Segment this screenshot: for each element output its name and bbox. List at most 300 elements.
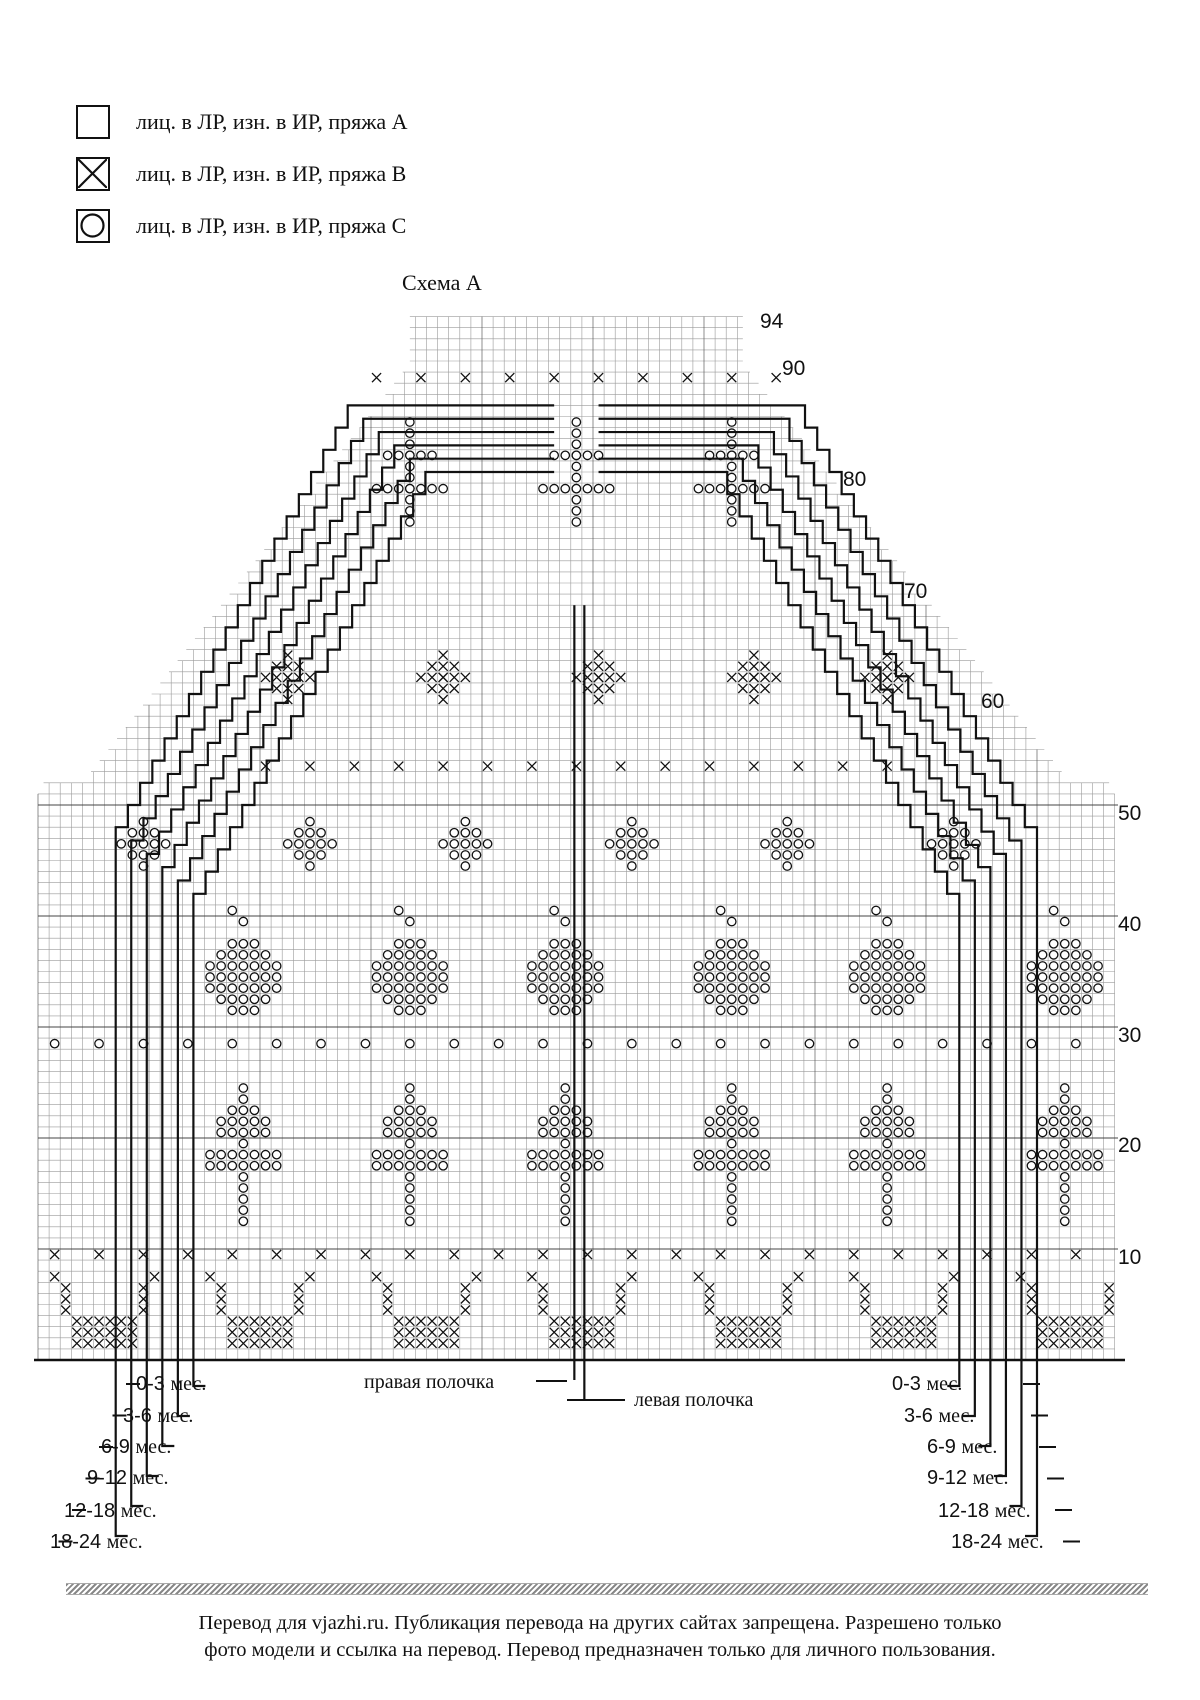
yarn-c-stitch — [750, 973, 758, 981]
yarn-c-stitch — [406, 1084, 414, 1092]
yarn-c-stitch — [716, 973, 724, 981]
yarn-b-stitch — [294, 1306, 303, 1315]
yarn-c-stitch — [728, 429, 736, 437]
yarn-c-stitch — [905, 1117, 913, 1125]
yarn-b-stitch — [1105, 1306, 1114, 1315]
yarn-c-stitch — [728, 484, 736, 492]
yarn-c-stitch — [417, 1117, 425, 1125]
yarn-c-stitch — [905, 962, 913, 970]
yarn-b-stitch — [594, 662, 603, 671]
yarn-c-stitch — [739, 1150, 747, 1158]
yarn-b-stitch — [738, 1339, 747, 1348]
yarn-b-stitch — [883, 1317, 892, 1326]
yarn-b-stitch — [860, 1306, 869, 1315]
yarn-c-stitch — [750, 962, 758, 970]
yarn-b-stitch — [905, 1339, 914, 1348]
left-size-9-12 — [87, 1467, 169, 1490]
yarn-b-stitch — [716, 1339, 725, 1348]
yarn-c-stitch — [206, 1162, 214, 1170]
yarn-c-stitch — [750, 1128, 758, 1136]
yarn-b-stitch — [272, 1339, 281, 1348]
yarn-b-stitch — [605, 673, 614, 682]
yarn-c-stitch — [883, 1084, 891, 1092]
yarn-c-stitch — [395, 484, 403, 492]
yarn-c-stitch — [117, 840, 125, 848]
yarn-b-stitch — [783, 1294, 792, 1303]
yarn-b-stitch — [272, 1317, 281, 1326]
yarn-c-stitch — [206, 1150, 214, 1158]
yarn-b-stitch — [572, 673, 581, 682]
yarn-c-stitch — [739, 995, 747, 1003]
yarn-b-stitch — [450, 684, 459, 693]
yarn-b-stitch — [594, 695, 603, 704]
yarn-b-stitch — [1027, 1250, 1036, 1259]
yarn-c-stitch — [217, 1150, 225, 1158]
size-value: 6-9 — [101, 1436, 130, 1458]
yarn-b-stitch — [450, 1339, 459, 1348]
yarn-c-stitch — [317, 1039, 325, 1047]
yarn-c-stitch — [1049, 951, 1057, 959]
yarn-c-stitch — [883, 984, 891, 992]
yarn-c-stitch — [761, 840, 769, 848]
yarn-c-stitch — [395, 940, 403, 948]
yarn-c-stitch — [716, 984, 724, 992]
yarn-c-stitch — [1027, 1039, 1035, 1047]
yarn-c-stitch — [539, 962, 547, 970]
yarn-c-stitch — [572, 440, 580, 448]
yarn-b-stitch — [794, 1272, 803, 1281]
yarn-c-stitch — [250, 951, 258, 959]
yarn-c-stitch — [705, 1128, 713, 1136]
yarn-c-stitch — [406, 951, 414, 959]
yarn-c-stitch — [861, 1128, 869, 1136]
yarn-c-stitch — [372, 484, 380, 492]
yarn-c-stitch — [583, 484, 591, 492]
yarn-c-stitch — [572, 507, 580, 515]
yarn-c-stitch — [883, 1184, 891, 1192]
yarn-b-stitch — [439, 695, 448, 704]
yarn-c-stitch — [561, 973, 569, 981]
yarn-c-stitch — [417, 1128, 425, 1136]
yarn-c-stitch — [728, 1217, 736, 1225]
yarn-c-stitch — [650, 840, 658, 848]
yarn-c-stitch — [217, 995, 225, 1003]
yarn-c-stitch — [239, 1117, 247, 1125]
yarn-b-stitch — [50, 1250, 59, 1259]
yarn-c-stitch — [739, 973, 747, 981]
yarn-c-stitch — [150, 851, 158, 859]
yarn-c-stitch — [317, 840, 325, 848]
yarn-b-stitch — [217, 1294, 226, 1303]
yarn-c-stitch — [1094, 1162, 1102, 1170]
yarn-b-stitch — [283, 1328, 292, 1337]
yarn-c-stitch — [783, 862, 791, 870]
yarn-c-stitch — [1027, 984, 1035, 992]
yarn-c-stitch — [728, 1006, 736, 1014]
yarn-c-stitch — [450, 829, 458, 837]
yarn-b-stitch — [250, 1317, 259, 1326]
yarn-c-stitch — [772, 851, 780, 859]
yarn-c-stitch — [1061, 962, 1069, 970]
yarn-c-stitch — [694, 484, 702, 492]
yarn-c-stitch — [850, 962, 858, 970]
yarn-c-stitch — [716, 951, 724, 959]
yarn-b-stitch — [539, 1283, 548, 1292]
yarn-c-stitch — [428, 962, 436, 970]
yarn-b-stitch — [605, 684, 614, 693]
yarn-b-stitch — [883, 695, 892, 704]
yarn-c-stitch — [383, 984, 391, 992]
size-value: 3-6 — [123, 1405, 152, 1427]
yarn-c-stitch — [128, 829, 136, 837]
yarn-b-stitch — [461, 1306, 470, 1315]
yarn-c-stitch — [938, 851, 946, 859]
yarn-c-stitch — [239, 1139, 247, 1147]
yarn-c-stitch — [1038, 995, 1046, 1003]
yarn-c-stitch — [716, 1106, 724, 1114]
yarn-b-stitch — [872, 662, 881, 671]
yarn-c-stitch — [239, 917, 247, 925]
size-unit: мес. — [120, 1500, 157, 1522]
yarn-c-stitch — [561, 940, 569, 948]
yarn-b-stitch — [72, 1317, 81, 1326]
yarn-b-stitch — [461, 1294, 470, 1303]
yarn-c-stitch — [417, 940, 425, 948]
size-unit: мес. — [926, 1373, 963, 1395]
yarn-c-stitch — [261, 1117, 269, 1125]
yarn-b-stitch — [805, 1250, 814, 1259]
yarn-b-stitch — [439, 662, 448, 671]
yarn-c-stitch — [383, 973, 391, 981]
yarn-b-stitch — [150, 1272, 159, 1281]
right-size-9-12 — [927, 1467, 1009, 1490]
yarn-c-stitch — [395, 1128, 403, 1136]
yarn-c-stitch — [1061, 940, 1069, 948]
yarn-c-stitch — [716, 484, 724, 492]
size-value: 18-24 — [50, 1531, 102, 1553]
yarn-c-stitch — [938, 1039, 946, 1047]
yarn-b-stitch — [572, 1339, 581, 1348]
yarn-c-stitch — [728, 1139, 736, 1147]
yarn-b-stitch — [383, 1283, 392, 1292]
yarn-b-stitch — [405, 1339, 414, 1348]
yarn-c-stitch — [583, 451, 591, 459]
yarn-c-stitch — [406, 1173, 414, 1181]
yarn-c-stitch — [450, 840, 458, 848]
yarn-c-stitch — [539, 484, 547, 492]
yarn-c-stitch — [594, 1162, 602, 1170]
yarn-b-stitch — [705, 1294, 714, 1303]
yarn-c-stitch — [572, 418, 580, 426]
yarn-b-stitch — [572, 762, 581, 771]
yarn-c-stitch — [539, 1039, 547, 1047]
size-unit: мес. — [1007, 1531, 1044, 1553]
yarn-c-stitch — [161, 840, 169, 848]
yarn-b-stitch — [727, 673, 736, 682]
yarn-c-stitch — [872, 951, 880, 959]
yarn-c-stitch — [716, 1128, 724, 1136]
left-front-label: левая полочка — [634, 1389, 754, 1411]
yarn-c-stitch — [883, 917, 891, 925]
yarn-b-stitch — [117, 1317, 126, 1326]
yarn-b-stitch — [894, 1317, 903, 1326]
yarn-b-stitch — [716, 1250, 725, 1259]
yarn-c-stitch — [539, 951, 547, 959]
yarn-b-stitch — [272, 1250, 281, 1259]
yarn-c-stitch — [783, 840, 791, 848]
yarn-c-stitch — [894, 940, 902, 948]
yarn-b-stitch — [83, 1317, 92, 1326]
yarn-c-stitch — [617, 851, 625, 859]
yarn-b-stitch — [683, 373, 692, 382]
yarn-c-stitch — [561, 1162, 569, 1170]
yarn-c-stitch — [406, 429, 414, 437]
yarn-b-stitch — [949, 1272, 958, 1281]
yarn-c-stitch — [372, 1150, 380, 1158]
yarn-b-stitch — [128, 1317, 137, 1326]
yarn-c-stitch — [406, 962, 414, 970]
yarn-c-stitch — [561, 962, 569, 970]
yarn-c-stitch — [528, 1162, 536, 1170]
yarn-c-stitch — [395, 951, 403, 959]
yarn-b-stitch — [905, 1317, 914, 1326]
yarn-c-stitch — [561, 1006, 569, 1014]
yarn-c-stitch — [250, 1128, 258, 1136]
size-value: 6-9 — [927, 1436, 956, 1458]
yarn-c-stitch — [1049, 1150, 1057, 1158]
yarn-c-stitch — [250, 1150, 258, 1158]
yarn-c-stitch — [395, 973, 403, 981]
yarn-c-stitch — [550, 1117, 558, 1125]
yarn-b-stitch — [261, 1328, 270, 1337]
yarn-b-stitch — [1049, 1339, 1058, 1348]
yarn-b-stitch — [550, 1339, 559, 1348]
yarn-c-stitch — [239, 1095, 247, 1103]
size-unit: мес. — [994, 1500, 1031, 1522]
yarn-c-stitch — [728, 496, 736, 504]
yarn-c-stitch — [1049, 906, 1057, 914]
yarn-c-stitch — [395, 906, 403, 914]
yarn-b-stitch — [106, 1328, 115, 1337]
yarn-b-stitch — [738, 673, 747, 682]
yarn-c-stitch — [239, 995, 247, 1003]
yarn-c-stitch — [1072, 1150, 1080, 1158]
yarn-b-stitch — [361, 1250, 370, 1259]
left-size-0-3 — [136, 1373, 206, 1396]
yarn-c-stitch — [628, 1039, 636, 1047]
size-value: 9-12 — [927, 1467, 968, 1489]
yarn-c-stitch — [739, 940, 747, 948]
yarn-b-stitch — [749, 695, 758, 704]
yarn-c-stitch — [861, 984, 869, 992]
yarn-b-stitch — [461, 1283, 470, 1292]
yarn-c-stitch — [306, 829, 314, 837]
yarn-c-stitch — [417, 995, 425, 1003]
yarn-c-stitch — [472, 851, 480, 859]
yarn-b-stitch — [439, 1328, 448, 1337]
yarn-c-stitch — [1061, 973, 1069, 981]
yarn-c-stitch — [272, 973, 280, 981]
yarn-c-stitch — [228, 951, 236, 959]
yarn-c-stitch — [728, 473, 736, 481]
yarn-c-stitch — [417, 1162, 425, 1170]
yarn-c-stitch — [1083, 973, 1091, 981]
yarn-b-stitch — [1038, 1328, 1047, 1337]
yarn-b-stitch — [894, 1339, 903, 1348]
yarn-b-stitch — [550, 1317, 559, 1326]
yarn-b-stitch — [872, 673, 881, 682]
yarn-c-stitch — [694, 962, 702, 970]
yarn-c-stitch — [794, 840, 802, 848]
yarn-b-stitch — [616, 1283, 625, 1292]
yarn-c-stitch — [150, 829, 158, 837]
yarn-b-stitch — [61, 1306, 70, 1315]
yarn-b-stitch — [883, 673, 892, 682]
yarn-c-stitch — [406, 1195, 414, 1203]
yarn-b-stitch — [738, 1317, 747, 1326]
left-size-6-9 — [101, 1436, 171, 1459]
yarn-b-stitch — [605, 1317, 614, 1326]
yarn-c-stitch — [250, 973, 258, 981]
yarn-b-stitch — [294, 662, 303, 671]
yarn-b-stitch — [749, 684, 758, 693]
yarn-c-stitch — [739, 962, 747, 970]
yarn-c-stitch — [850, 973, 858, 981]
yarn-c-stitch — [805, 1039, 813, 1047]
yarn-c-stitch — [761, 973, 769, 981]
yarn-c-stitch — [672, 1039, 680, 1047]
yarn-c-stitch — [1061, 1095, 1069, 1103]
yarn-c-stitch — [1061, 1150, 1069, 1158]
size-unit: мес. — [157, 1405, 194, 1427]
yarn-c-stitch — [483, 840, 491, 848]
yarn-c-stitch — [217, 951, 225, 959]
yarn-c-stitch — [905, 1150, 913, 1158]
size-unit: мес. — [938, 1405, 975, 1427]
yarn-c-stitch — [295, 829, 303, 837]
yarn-c-stitch — [383, 1117, 391, 1125]
yarn-c-stitch — [395, 1162, 403, 1170]
yarn-b-stitch — [228, 1250, 237, 1259]
yarn-c-stitch — [306, 817, 314, 825]
yarn-c-stitch — [594, 962, 602, 970]
yarn-c-stitch — [372, 1162, 380, 1170]
yarn-c-stitch — [228, 1162, 236, 1170]
yarn-b-stitch — [228, 1317, 237, 1326]
yarn-c-stitch — [794, 851, 802, 859]
yarn-c-stitch — [894, 1006, 902, 1014]
yarn-c-stitch — [383, 995, 391, 1003]
yarn-c-stitch — [539, 1128, 547, 1136]
yarn-c-stitch — [250, 940, 258, 948]
yarn-c-stitch — [217, 1128, 225, 1136]
yarn-c-stitch — [728, 1206, 736, 1214]
yarn-c-stitch — [728, 973, 736, 981]
yarn-b-stitch — [627, 1272, 636, 1281]
yarn-b-stitch — [705, 1283, 714, 1292]
yarn-b-stitch — [749, 673, 758, 682]
yarn-c-stitch — [628, 840, 636, 848]
footer-divider — [66, 1583, 1148, 1595]
yarn-b-stitch — [283, 1339, 292, 1348]
yarn-c-stitch — [239, 1128, 247, 1136]
yarn-c-stitch — [461, 817, 469, 825]
yarn-c-stitch — [261, 951, 269, 959]
yarn-b-stitch — [1071, 1317, 1080, 1326]
yarn-c-stitch — [916, 962, 924, 970]
yarn-c-stitch — [395, 1117, 403, 1125]
yarn-b-stitch — [894, 684, 903, 693]
yarn-b-stitch — [883, 1339, 892, 1348]
yarn-c-stitch — [716, 1150, 724, 1158]
right-front-label: правая полочка — [364, 1371, 495, 1393]
yarn-b-stitch — [772, 373, 781, 382]
yarn-b-stitch — [605, 1339, 614, 1348]
yarn-c-stitch — [1027, 1150, 1035, 1158]
yarn-c-stitch — [450, 1039, 458, 1047]
yarn-b-stitch — [61, 1283, 70, 1292]
yarn-c-stitch — [550, 906, 558, 914]
yarn-c-stitch — [1083, 1117, 1091, 1125]
yarn-c-stitch — [406, 973, 414, 981]
yarn-c-stitch — [217, 1162, 225, 1170]
yarn-c-stitch — [239, 1150, 247, 1158]
yarn-c-stitch — [1061, 917, 1069, 925]
yarn-c-stitch — [406, 1217, 414, 1225]
yarn-c-stitch — [250, 984, 258, 992]
yarn-c-stitch — [1049, 1162, 1057, 1170]
yarn-b-stitch — [1027, 1283, 1036, 1292]
yarn-c-stitch — [883, 1150, 891, 1158]
yarn-b-stitch — [905, 673, 914, 682]
yarn-b-stitch — [883, 1328, 892, 1337]
yarn-c-stitch — [539, 1162, 547, 1170]
yarn-b-stitch — [83, 1339, 92, 1348]
yarn-c-stitch — [872, 940, 880, 948]
row-number-70: 70 — [904, 580, 928, 603]
yarn-c-stitch — [306, 840, 314, 848]
yarn-c-stitch — [228, 1039, 236, 1047]
yarn-c-stitch — [406, 1162, 414, 1170]
yarn-c-stitch — [406, 1117, 414, 1125]
yarn-b-stitch — [450, 1250, 459, 1259]
yarn-c-stitch — [894, 951, 902, 959]
yarn-c-stitch — [383, 951, 391, 959]
yarn-c-stitch — [528, 973, 536, 981]
yarn-b-stitch — [539, 1294, 548, 1303]
yarn-b-stitch — [50, 1272, 59, 1281]
yarn-b-stitch — [1038, 1317, 1047, 1326]
yarn-c-stitch — [406, 1128, 414, 1136]
yarn-b-stitch — [61, 1294, 70, 1303]
legend-text-yarn-c: лиц. в ЛР, изн. в ИР, пряжа С — [136, 213, 407, 238]
yarn-b-stitch — [372, 1272, 381, 1281]
yarn-c-stitch — [272, 1150, 280, 1158]
yarn-c-stitch — [750, 1150, 758, 1158]
yarn-c-stitch — [705, 984, 713, 992]
yarn-c-stitch — [861, 995, 869, 1003]
yarn-b-stitch — [428, 1328, 437, 1337]
yarn-c-stitch — [1083, 1128, 1091, 1136]
yarn-c-stitch — [572, 462, 580, 470]
yarn-b-stitch — [483, 762, 492, 771]
yarn-c-stitch — [850, 1039, 858, 1047]
yarn-c-stitch — [439, 484, 447, 492]
yarn-c-stitch — [739, 484, 747, 492]
yarn-c-stitch — [272, 984, 280, 992]
yarn-c-stitch — [439, 840, 447, 848]
yarn-c-stitch — [1083, 984, 1091, 992]
